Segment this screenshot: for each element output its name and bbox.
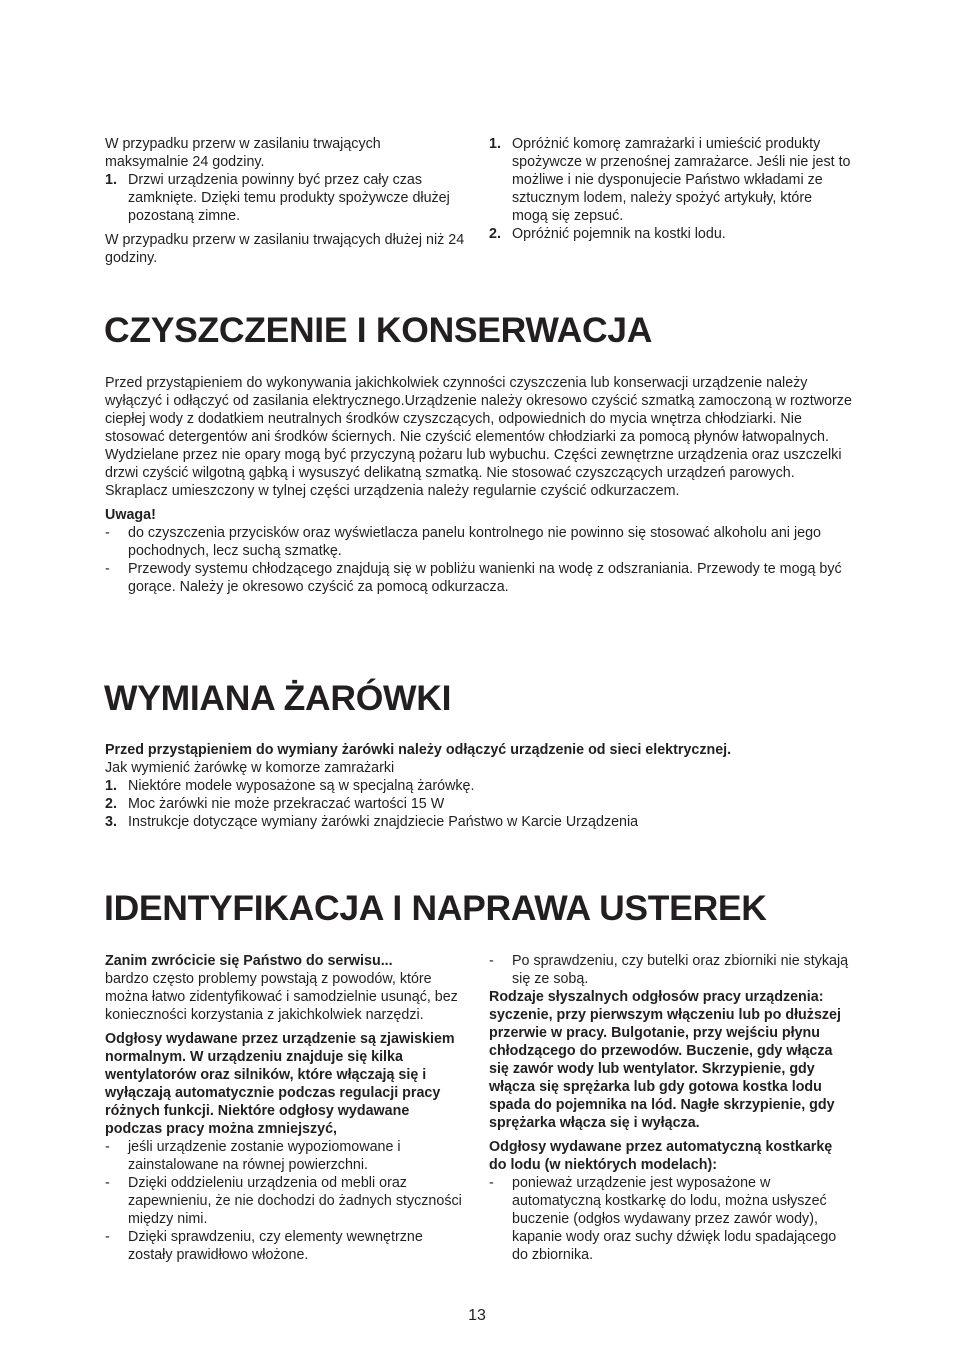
bulb-heading: WYMIANA ŻARÓWKI xyxy=(104,678,452,718)
list-item xyxy=(489,135,851,225)
item-text: Po sprawdzeniu, czy butelki oraz zbiorniki nie stykają się ze sobą. xyxy=(512,953,849,987)
list-item xyxy=(105,524,853,560)
list-item xyxy=(489,1174,851,1264)
service-lead-text: bardzo często problemy powstają z powodów, które można łatwo zidentyfikować i samodzielnie usunąć, bez konieczności korzystania z jakichkolwiek narzędzi. xyxy=(105,971,458,1023)
cleaning-section xyxy=(105,374,853,596)
bullet-dash: - xyxy=(489,1175,494,1191)
item-number: 2. xyxy=(489,226,501,242)
bulb-subtitle: Jak wymienić żarówkę w komorze zamrażarki xyxy=(105,760,395,776)
power-outage-right xyxy=(489,135,851,243)
warning-label: Uwaga! xyxy=(105,507,156,523)
sound-types-paragraph: Rodzaje słyszalnych odgłosów pracy urządzenia: syczenie, przy pierwszym włączeniu lub po dłuższej przerwie w pracy. Bulgotanie, przy wejściu płynu chłodzącego do przewodów. Buczenie, gdy włącza się zawór wody lub wentylator. Skrzypienie, gdy włącza się sprężarka lub gdy gotowa kostka lodu spada do pojemnika na lód. Nagłe skrzypienie, gdy sprężarka włącza się i wyłącza. xyxy=(489,989,841,1131)
list-item xyxy=(105,813,853,831)
item-number: 3. xyxy=(105,814,117,830)
list-item xyxy=(105,777,853,795)
item-text: Opróżnić pojemnik na kostki lodu. xyxy=(512,226,726,242)
power-outage-left xyxy=(105,135,467,267)
ice-maker-heading: Odgłosy wydawane przez automatyczną kostkarkę do lodu (w niektórych modelach): xyxy=(489,1139,833,1173)
item-number: 1. xyxy=(489,136,501,152)
list-item xyxy=(105,795,853,813)
item-number: 1. xyxy=(105,172,117,188)
service-lead: Zanim zwrócicie się Państwo do serwisu... xyxy=(105,953,393,969)
item-text: Przewody systemu chłodzącego znajdują się w pobliżu wanienki na wodę z odszraniania. Przewody te mogą być gorące. Należy je okresowo czyścić za pomocą odkurzacza. xyxy=(128,561,842,595)
troubleshooting-right xyxy=(489,952,851,1264)
bulb-section xyxy=(105,741,853,831)
cleaning-body: Przed przystąpieniem do wykonywania jakichkolwiek czynności czyszczenia lub konserwacji urządzenie należy wyłączyć i odłączyć od zasilania elektrycznego.Urządzenie należy okresowo czyścić szmatką zamoczoną w roztworze ciepłej wody z dodatkiem neutralnych środków czyszczących, odpowiednich do mycia wnętrza chłodziarki. Nie stosować detergentów ani środków ściernych. Nie czyścić elementów chłodziarki za pomocą płynów łatwopalnych. Wydzielane przez nie opary mogą być przyczyną pożaru lub wybuchu. Części zewnętrzne urządzenia oraz uszczelki drzwi czyścić wilgotną gąbką i wysuszyć delikatną szmatką. Nie stosować czyszczących urządzeń parowych. Skraplacz umieszczony w tylnej części urządzenia należy regularnie czyścić odkurzaczem. xyxy=(105,375,852,499)
item-text: Dzięki sprawdzeniu, czy elementy wewnętrzne zostały prawidłowo włożone. xyxy=(128,1229,423,1263)
short-outage-intro: W przypadku przerw w zasilaniu trwających maksymalnie 24 godziny. xyxy=(105,136,381,170)
item-text: jeśli urządzenie zostanie wypoziomowane i zainstalowane na równej powierzchni. xyxy=(128,1139,401,1173)
item-text: Instrukcje dotyczące wymiany żarówki znajdziecie Państwo w Karcie Urządzenia xyxy=(128,814,639,830)
item-text: Moc żarówki nie może przekraczać wartości 15 W xyxy=(128,796,445,812)
bullet-dash: - xyxy=(105,1175,110,1191)
bullet-dash: - xyxy=(105,1229,110,1245)
item-text: Drzwi urządzenia powinny być przez cały czas zamknięte. Dzięki temu produkty spożywcze dłużej pozostaną zimne. xyxy=(128,172,450,224)
list-item xyxy=(489,952,851,988)
list-item xyxy=(105,1174,467,1228)
item-text: Niektóre modele wyposażone są w specjalną żarówkę. xyxy=(128,778,475,794)
list-item xyxy=(105,1228,467,1264)
item-text: ponieważ urządzenie jest wyposażone w automatyczną kostkarkę do lodu, można usłyszeć buczenie (odgłos wydawany przez zawór wody), kapanie wody oraz suchy dźwięk lodu spadającego do zbiornika. xyxy=(512,1175,837,1263)
item-text: Opróżnić komorę zamrażarki i umieścić produkty spożywcze w przenośnej zamrażarce. Jeśli nie jest to możliwe i nie dysponujecie Państwo wkładami ze sztucznym lodem, należy spożyć artykuły, które mogą się zepsuć. xyxy=(512,136,851,224)
cleaning-heading: CZYSZCZENIE I KONSERWACJA xyxy=(104,310,653,350)
item-text: do czyszczenia przycisków oraz wyświetlacza panelu kontrolnego nie powinno się stosować alkoholu ani jego pochodnych, lecz suchą szmatkę. xyxy=(128,525,821,559)
bullet-dash: - xyxy=(105,525,110,541)
list-item xyxy=(105,560,853,596)
bulb-lead: Przed przystąpieniem do wymiany żarówki należy odłączyć urządzenie od sieci elektrycznej. xyxy=(105,742,732,758)
list-item xyxy=(489,225,851,243)
page-number: 13 xyxy=(468,1307,486,1324)
list-item xyxy=(105,171,467,225)
item-number: 2. xyxy=(105,796,117,812)
troubleshooting-left xyxy=(105,952,467,1264)
item-number: 1. xyxy=(105,778,117,794)
list-item xyxy=(105,1138,467,1174)
troubleshooting-heading: IDENTYFIKACJA I NAPRAWA USTEREK xyxy=(104,888,767,928)
bullet-dash: - xyxy=(105,1139,110,1155)
noise-paragraph: Odgłosy wydawane przez urządzenie są zjawiskiem normalnym. W urządzeniu znajduje się kilka wentylatorów oraz silników, które włączają się i wyłączają automatycznie podczas regulacji pracy różnych funkcji. Niektóre odgłosy wydawane podczas pracy można zmniejszyć, xyxy=(105,1031,455,1137)
bullet-dash: - xyxy=(105,561,110,577)
item-text: Dzięki oddzieleniu urządzenia od mebli oraz zapewnieniu, że nie dochodzi do żadnych styczności między nimi. xyxy=(128,1175,462,1227)
bullet-dash: - xyxy=(489,953,494,969)
long-outage-intro: W przypadku przerw w zasilaniu trwających dłużej niż 24 godziny. xyxy=(105,232,465,266)
